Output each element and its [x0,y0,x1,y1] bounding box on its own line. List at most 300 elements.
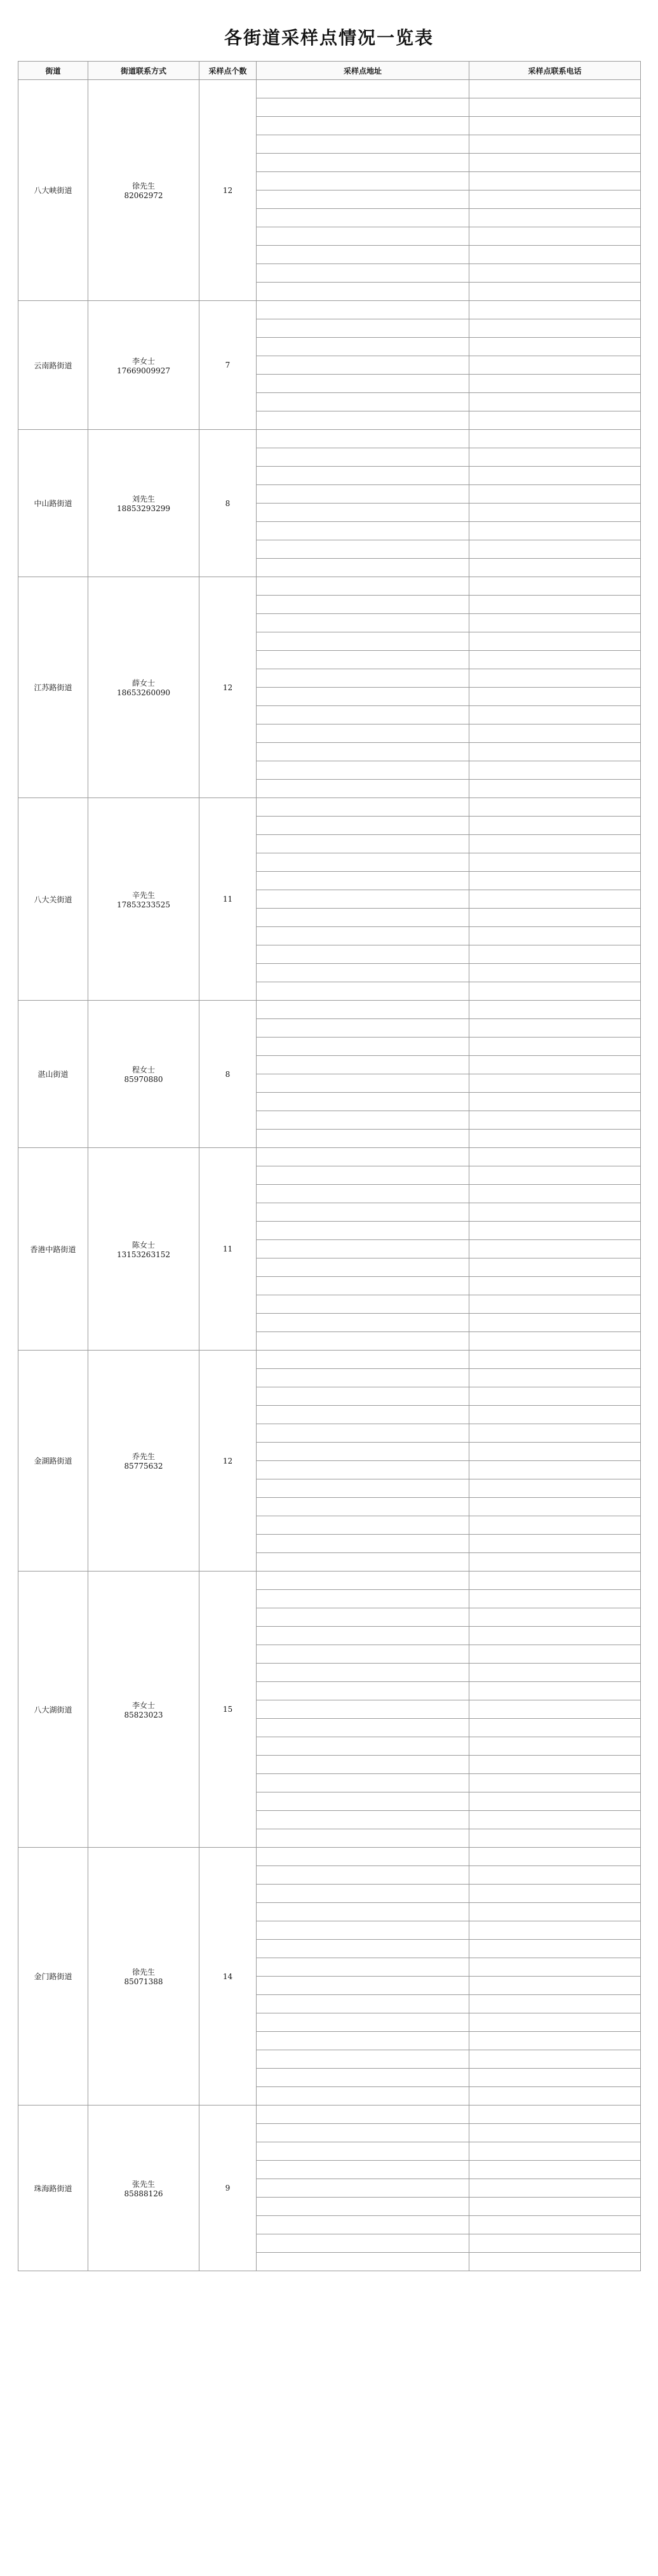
street-contact [88,798,199,1001]
sampling-point-phone [469,2124,641,2142]
sampling-point-address [257,890,469,909]
sampling-point-phone [469,651,641,669]
street-contact-phone: 85970880 [124,1075,163,1084]
sampling-point-phone [469,2069,641,2087]
sampling-point-phone [469,743,641,761]
sampling-point-address [257,1866,469,1885]
sampling-point-phone [469,1130,641,1148]
sampling-point-phone [469,246,641,264]
sampling-point-address [257,1166,469,1185]
street-name: 珠海路街道 [18,2106,88,2271]
street-contact-phone: 85775632 [124,1462,163,1471]
sampling-point-address [257,411,469,430]
sampling-point-address [257,780,469,798]
sampling-point-phone [469,835,641,853]
sampling-point-address [257,504,469,522]
sampling-point-phone [469,1903,641,1921]
sampling-point-count: 7 [199,301,257,430]
sampling-point-phone [469,2142,641,2161]
sampling-point-phone [469,1351,641,1369]
sampling-point-address [257,577,469,596]
sampling-point-phone [469,577,641,596]
sampling-point-address [257,2069,469,2087]
sampling-point-count: 12 [199,80,257,301]
sampling-point-count: 15 [199,1572,257,1848]
street-name: 湛山街道 [18,1001,88,1148]
street-contact-phone: 17669009927 [117,366,170,375]
sampling-point-address [257,283,469,301]
sampling-point-phone [469,1479,641,1498]
sampling-point-phone [469,467,641,485]
sampling-point-address [257,209,469,227]
sampling-point-address [257,1995,469,2013]
street-contact [88,1148,199,1351]
sampling-point-phone [469,2216,641,2234]
sampling-point-address [257,1240,469,1258]
sampling-point-phone [469,2087,641,2106]
sampling-point-address [257,1056,469,1074]
sampling-point-address [257,2013,469,2032]
sampling-point-phone [469,356,641,375]
sampling-point-address [257,1295,469,1314]
sampling-point-phone [469,338,641,356]
sampling-point-phone [469,780,641,798]
sampling-point-phone [469,1958,641,1977]
sampling-point-address [257,1627,469,1645]
sampling-point-address [257,1664,469,1682]
sampling-point-address [257,1572,469,1590]
sampling-point-phone [469,1461,641,1479]
sampling-point-phone [469,393,641,411]
sampling-point-phone [469,1866,641,1885]
sampling-point-address [257,614,469,632]
sampling-point-address [257,1258,469,1277]
street-contact-phone: 85888126 [124,2189,163,2198]
sampling-point-address [257,982,469,1001]
sampling-point-address [257,1185,469,1203]
sampling-point-phone [469,1645,641,1664]
street-contact-name: 辛先生 [131,890,155,900]
sampling-point-phone [469,411,641,430]
sampling-point-address [257,227,469,246]
street-name: 江苏路街道 [18,577,88,798]
sampling-point-address [257,1940,469,1958]
sampling-point-address [257,246,469,264]
sampling-point-address [257,2234,469,2253]
sampling-point-phone [469,1572,641,1590]
sampling-point-address [257,2198,469,2216]
sampling-point-address [257,1038,469,1056]
sampling-point-address [257,1848,469,1866]
sampling-point-address [257,1387,469,1406]
sampling-point-address [257,98,469,117]
sampling-point-address [257,1498,469,1516]
sampling-point-phone [469,540,641,559]
sampling-points-table [18,61,641,2271]
sampling-point-address [257,1332,469,1351]
sampling-point-address [257,2087,469,2106]
sampling-point-address [257,1461,469,1479]
sampling-point-address [257,1148,469,1166]
sampling-point-phone [469,301,641,319]
street-contact [88,430,199,577]
sampling-point-phone [469,1516,641,1535]
sampling-point-phone [469,522,641,540]
sampling-point-phone [469,964,641,982]
sampling-point-address [257,559,469,577]
sampling-point-phone [469,1756,641,1774]
sampling-point-phone [469,190,641,209]
sampling-point-phone [469,632,641,651]
sampling-point-phone [469,1774,641,1792]
sampling-point-address [257,1277,469,1295]
street-name: 香港中路街道 [18,1148,88,1351]
sampling-point-address [257,2161,469,2179]
table-row [18,301,641,319]
sampling-point-phone [469,909,641,927]
sampling-point-address [257,319,469,338]
sampling-point-address [257,1424,469,1443]
sampling-point-address [257,1829,469,1848]
sampling-point-phone [469,688,641,706]
street-name: 金湖路街道 [18,1351,88,1572]
sampling-point-phone [469,1001,641,1019]
sampling-point-address [257,540,469,559]
sampling-point-address [257,817,469,835]
sampling-point-address [257,1811,469,1829]
street-name: 金门路街道 [18,1848,88,2106]
sampling-point-phone [469,1148,641,1166]
street-contact-phone: 85823023 [124,1710,163,1719]
sampling-point-phone [469,1295,641,1314]
sampling-point-phone [469,1203,641,1222]
sampling-point-address [257,1222,469,1240]
header-phone: 采样点联系电话 [469,62,641,80]
street-name: 八大关街道 [18,798,88,1001]
street-contact-phone: 85071388 [124,1977,163,1986]
sampling-point-phone [469,2234,641,2253]
sampling-point-address [257,743,469,761]
sampling-point-phone [469,448,641,467]
sampling-point-address [257,338,469,356]
sampling-point-phone [469,264,641,283]
sampling-point-address [257,264,469,283]
street-contact-name: 陈女士 [131,1240,155,1250]
sampling-point-phone [469,1664,641,1682]
sampling-point-address [257,2124,469,2142]
sampling-point-phone [469,1166,641,1185]
sampling-point-address [257,872,469,890]
sampling-point-address [257,1130,469,1148]
sampling-point-phone [469,1387,641,1406]
sampling-point-phone [469,669,641,688]
sampling-point-address [257,2179,469,2198]
street-contact-phone: 13153263152 [117,1250,170,1259]
sampling-point-address [257,1406,469,1424]
sampling-point-address [257,1074,469,1093]
sampling-point-phone [469,1019,641,1038]
sampling-point-phone [469,2198,641,2216]
sampling-point-phone [469,1977,641,1995]
sampling-point-count: 8 [199,430,257,577]
sampling-point-count: 11 [199,798,257,1001]
sampling-point-phone [469,2106,641,2124]
sampling-point-phone [469,2050,641,2069]
street-contact-name: 李女士 [131,356,155,366]
sampling-point-phone [469,2179,641,2198]
street-contact-phone: 17853233525 [117,900,170,909]
sampling-point-phone [469,319,641,338]
sampling-point-address [257,1590,469,1608]
sampling-point-address [257,1608,469,1627]
sampling-point-phone [469,872,641,890]
sampling-point-address [257,909,469,927]
sampling-point-phone [469,1222,641,1240]
sampling-point-address [257,724,469,743]
sampling-point-address [257,835,469,853]
sampling-point-phone [469,1332,641,1351]
sampling-point-phone [469,1590,641,1608]
street-contact [88,1848,199,2106]
sampling-point-phone [469,1719,641,1737]
street-contact [88,2106,199,2271]
sampling-point-phone [469,927,641,945]
sampling-point-phone [469,1424,641,1443]
sampling-point-phone [469,375,641,393]
table-body [18,80,641,2271]
sampling-point-phone [469,1940,641,1958]
sampling-point-phone [469,485,641,504]
sampling-point-phone [469,559,641,577]
sampling-point-address [257,1314,469,1332]
table-row [18,1351,641,1369]
sampling-point-phone [469,1608,641,1627]
street-name: 八大湖街道 [18,1572,88,1848]
sampling-point-phone [469,1535,641,1553]
street-contact [88,1001,199,1148]
sampling-point-address [257,1351,469,1369]
sampling-point-phone [469,1277,641,1295]
sampling-point-phone [469,982,641,1001]
sampling-point-address [257,2106,469,2124]
sampling-point-address [257,448,469,467]
sampling-point-address [257,135,469,154]
sampling-point-address [257,1792,469,1811]
street-contact-name: 乔先生 [131,1452,155,1461]
sampling-point-address [257,1001,469,1019]
table-row [18,1001,641,1019]
sampling-point-phone [469,1848,641,1866]
sampling-point-phone [469,1038,641,1056]
sampling-point-address [257,1774,469,1792]
sampling-point-phone [469,1498,641,1516]
sampling-point-phone [469,1111,641,1130]
sampling-point-phone [469,1885,641,1903]
street-contact [88,80,199,301]
sampling-point-address [257,2216,469,2234]
sampling-point-address [257,375,469,393]
sampling-point-address [257,1737,469,1756]
sampling-point-address [257,1553,469,1572]
sampling-point-phone [469,117,641,135]
street-contact [88,577,199,798]
table-row [18,798,641,817]
sampling-point-phone [469,1921,641,1940]
sampling-point-address [257,172,469,190]
street-contact-name: 张先生 [131,2179,155,2189]
sampling-point-address [257,596,469,614]
sampling-point-address [257,154,469,172]
sampling-point-address [257,651,469,669]
sampling-point-address [257,356,469,375]
sampling-point-phone [469,172,641,190]
sampling-point-address [257,1093,469,1111]
street-contact-name: 徐先生 [131,182,155,190]
sampling-point-count: 9 [199,2106,257,2271]
sampling-point-address [257,669,469,688]
street-name: 云南路街道 [18,301,88,430]
sampling-point-address [257,853,469,872]
street-contact-phone: 18853293299 [117,504,170,513]
sampling-point-address [257,1111,469,1130]
sampling-point-address [257,706,469,724]
sampling-point-address [257,1535,469,1553]
street-contact-name: 徐先生 [131,1968,155,1977]
table-row [18,577,641,596]
sampling-point-phone [469,1829,641,1848]
sampling-point-phone [469,1737,641,1756]
sampling-point-address [257,1719,469,1737]
sampling-point-phone [469,1093,641,1111]
sampling-point-address [257,964,469,982]
sampling-point-address [257,2032,469,2050]
sampling-point-phone [469,1240,641,1258]
table-row [18,80,641,98]
sampling-point-phone [469,504,641,522]
sampling-point-address [257,301,469,319]
header-street: 街道 [18,62,88,80]
sampling-point-phone [469,945,641,964]
sampling-point-phone [469,1700,641,1719]
sampling-point-address [257,798,469,817]
street-contact [88,1572,199,1848]
sampling-point-address [257,430,469,448]
sampling-point-address [257,467,469,485]
sampling-point-phone [469,227,641,246]
sampling-point-phone [469,154,641,172]
sampling-point-phone [469,430,641,448]
sampling-point-phone [469,1792,641,1811]
sampling-point-phone [469,2013,641,2032]
table-header-row [18,62,641,80]
sampling-point-phone [469,1811,641,1829]
sampling-point-phone [469,209,641,227]
sampling-point-phone [469,1056,641,1074]
sampling-point-phone [469,283,641,301]
sampling-point-address [257,190,469,209]
table-row [18,1572,641,1590]
table-row [18,1148,641,1166]
sampling-point-phone [469,761,641,780]
sampling-point-address [257,485,469,504]
header-count: 采样点个数 [199,62,257,80]
sampling-point-phone [469,1314,641,1332]
sampling-point-address [257,1903,469,1921]
street-name: 八大峡街道 [18,80,88,301]
sampling-point-phone [469,1406,641,1424]
sampling-point-phone [469,1074,641,1093]
header-contact: 街道联系方式 [88,62,199,80]
sampling-point-address [257,1443,469,1461]
sampling-point-phone [469,1995,641,2013]
sampling-point-phone [469,614,641,632]
sampling-point-phone [469,1682,641,1700]
sampling-point-phone [469,1185,641,1203]
sampling-point-address [257,1977,469,1995]
street-contact [88,1351,199,1572]
sampling-point-address [257,2142,469,2161]
sampling-point-phone [469,706,641,724]
sampling-point-phone [469,1553,641,1572]
street-contact-name: 刘先生 [131,495,155,504]
sampling-point-address [257,522,469,540]
table-row [18,2106,641,2124]
sampling-point-address [257,1019,469,1038]
sampling-point-phone [469,1443,641,1461]
sampling-point-phone [469,1627,641,1645]
sampling-point-address [257,1958,469,1977]
sampling-point-count: 12 [199,577,257,798]
sampling-point-address [257,1369,469,1387]
table-row [18,430,641,448]
sampling-point-address [257,80,469,98]
sampling-point-phone [469,596,641,614]
sampling-point-address [257,1921,469,1940]
sampling-point-address [257,1516,469,1535]
sampling-point-phone [469,890,641,909]
sampling-point-address [257,1479,469,1498]
sampling-point-phone [469,135,641,154]
sampling-point-count: 12 [199,1351,257,1572]
sampling-point-phone [469,1369,641,1387]
header-address: 采样点地址 [257,62,469,80]
sampling-point-phone [469,817,641,835]
sampling-point-count: 11 [199,1148,257,1351]
sampling-point-address [257,927,469,945]
sampling-point-address [257,1682,469,1700]
sampling-point-address [257,1756,469,1774]
page-title: 各街道采样点情况一览表 [224,27,434,48]
street-contact-name: 薛女士 [131,679,155,688]
sampling-point-address [257,688,469,706]
sampling-point-phone [469,80,641,98]
sampling-point-phone [469,2032,641,2050]
sampling-point-address [257,393,469,411]
sampling-point-phone [469,724,641,743]
sampling-point-address [257,761,469,780]
street-contact-name: 程女士 [131,1065,155,1074]
table-row [18,1848,641,1866]
sampling-point-address [257,2050,469,2069]
sampling-point-phone [469,853,641,872]
sampling-point-address [257,1645,469,1664]
sampling-point-address [257,117,469,135]
sampling-point-address [257,1885,469,1903]
street-contact [88,301,199,430]
sampling-point-count: 14 [199,1848,257,2106]
sampling-point-count: 8 [199,1001,257,1148]
sampling-point-phone [469,1258,641,1277]
